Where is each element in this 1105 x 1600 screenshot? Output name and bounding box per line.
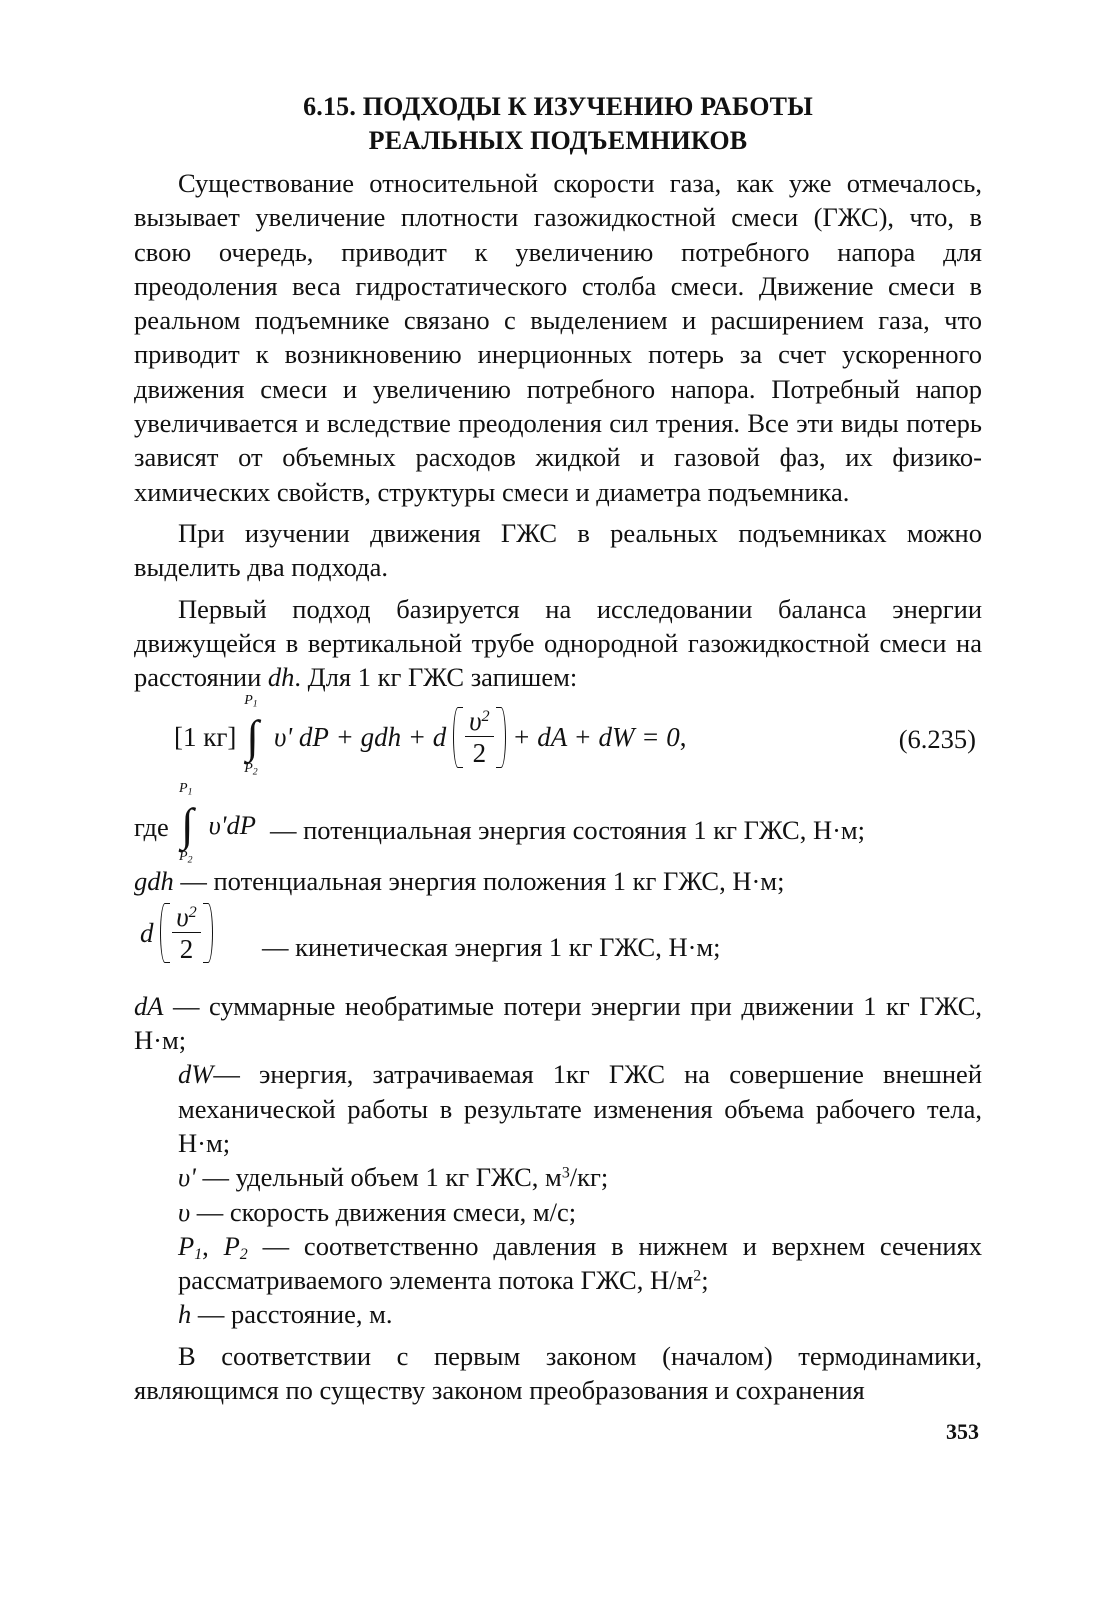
paragraph-1: Существование относительной скорости газа, как уже отмечалось, вызывает увеличение плотности газожидкостной смеси (ГЖС), что, в свою очередь, приводит к увеличению потребного напора для преодоления веса гидростатического столба смеси. Движение смеси в реальном подъемнике связано с выделением и расширением газа, что приводит к возникновению инерционных потерь за счет ускоренного движения смеси и увеличению потребного напора. Потребный напор увеличивается и вследствие преодоления сил трения. Все эти виды потерь зависят от объемных расходов жидкой и газовой фаз, их физико-химических свойств, структуры смеси и диаметра подъемника.	[134, 168, 982, 507]
fraction-numerator: $\upsilon^2$	[465, 707, 494, 737]
kinetic-fraction	[172, 903, 201, 964]
symbol-p1: $P_1$	[178, 1230, 203, 1263]
where-integral	[178, 781, 256, 866]
equation-integrand: υ' dP	[273, 722, 329, 753]
where-word: где	[134, 812, 169, 843]
definition-specific-volume	[134, 1160, 982, 1194]
equation-6-235	[134, 693, 982, 782]
definition-kinetic	[134, 903, 982, 989]
symbol-v-prime: υ'	[178, 1162, 196, 1193]
paragraph-3-text: Первый подход базируется на исследовании баланса энергии движущейся в вертикальной трубе однородной газожидкостной смеси на расстоянии	[134, 593, 982, 693]
kinetic-expression	[140, 903, 213, 964]
section-heading	[134, 90, 982, 158]
kinetic-paren-group	[160, 903, 213, 964]
integral-sign	[178, 781, 200, 866]
equation-fraction	[465, 707, 494, 768]
unit-superscript-2: 2	[693, 1267, 702, 1285]
symbol-v: υ	[178, 1196, 191, 1227]
paragraph-3	[134, 592, 982, 695]
equation-number: (6.235)	[898, 724, 976, 755]
symbol-h: h	[178, 1299, 192, 1330]
integral-upper-limit: $P_1$	[244, 693, 258, 710]
fraction-denominator: 2	[472, 738, 487, 769]
symbol-dW: dW	[178, 1059, 214, 1090]
symbol-separator: ,	[202, 1230, 224, 1261]
definition-gdh-text: — потенциальная энергия положения 1 кг ГЖС, Н·м;	[173, 866, 785, 897]
kinetic-numerator: $\upsilon^2$	[172, 903, 201, 933]
integral-symbol: ∫	[181, 799, 194, 851]
page-content	[134, 90, 982, 1407]
unit-superscript-3: 3	[561, 1164, 570, 1182]
definition-dA-text: — суммарные необратимые потери энергии при движении 1 кг ГЖС, Н·м;	[134, 990, 982, 1056]
definition-pressures	[134, 1229, 982, 1298]
definition-dW-text: — энергия, затрачиваемая 1кг ГЖС на совершение внешней механической работы в результате изменения объема рабочего тела, Н·м;	[178, 1059, 982, 1158]
integral-lower-limit: $P_2$	[244, 761, 258, 778]
equation-term-gdh: + gdh + d	[335, 722, 447, 753]
symbol-gdh: gdh	[134, 866, 174, 897]
where-integrand: υ'dP	[208, 810, 256, 841]
where-text: — потенциальная энергия состояния 1 кг ГЖС, Н·м;	[270, 815, 866, 846]
integral-upper-limit: $P_1$	[179, 781, 193, 798]
definition-velocity	[134, 1195, 982, 1229]
definition-dA	[134, 989, 982, 1058]
kinetic-denominator: 2	[179, 934, 194, 965]
definition-v-prime-tail: /кг;	[569, 1162, 609, 1193]
equation-tail: + dA + dW = 0	[512, 722, 680, 753]
symbol-dA: dA	[134, 990, 164, 1021]
definition-dW	[134, 1057, 982, 1160]
integral-lower-limit: $P_2$	[179, 849, 193, 866]
paragraph-2: При изучении движения ГЖС в реальных подъемниках можно выделить два подхода.	[134, 517, 982, 583]
integral-symbol: ∫	[246, 711, 259, 763]
definition-pressures-text: — соответственно давления в нижнем и верхнем сечениях рассматриваемого элемента потока ГЖС, Н/м	[178, 1230, 983, 1296]
symbol-p2: $P_2$	[223, 1230, 248, 1263]
paragraph-last: В соответствии с первым законом (началом) термодинамики, являющимся по существу законом преобразования и сохранения	[134, 1340, 982, 1406]
equation-bracket: [1 кг]	[174, 722, 237, 753]
definition-h-text: — расстояние, м.	[191, 1299, 393, 1330]
paragraph-3-end: . Для 1 кг ГЖС запишем:	[294, 662, 578, 693]
section-heading-line-1: 6.15. ПОДХОДЫ К ИЗУЧЕНИЮ РАБОТЫ	[303, 92, 813, 121]
definition-gdh	[134, 864, 982, 898]
integral-sign	[243, 693, 265, 778]
definition-h	[134, 1297, 982, 1331]
equation-comma: ,	[679, 722, 687, 753]
variable-dh: dh	[267, 662, 295, 693]
section-heading-line-2: РЕАЛЬНЫХ ПОДЪЕМНИКОВ	[368, 126, 748, 155]
definition-kinetic-text: — кинетическая энергия 1 кг ГЖС, Н·м;	[262, 931, 721, 962]
equation-body	[174, 693, 687, 778]
definition-v-text: — скорость движения смеси, м/с;	[190, 1196, 577, 1227]
where-line	[134, 781, 982, 866]
definition-pressures-tail: ;	[701, 1265, 709, 1296]
definition-v-prime-text: — удельный объем 1 кг ГЖС, м	[195, 1162, 562, 1193]
equation-paren-group	[453, 707, 506, 768]
page-number: 353	[946, 1419, 979, 1444]
kinetic-d: d	[140, 917, 154, 948]
